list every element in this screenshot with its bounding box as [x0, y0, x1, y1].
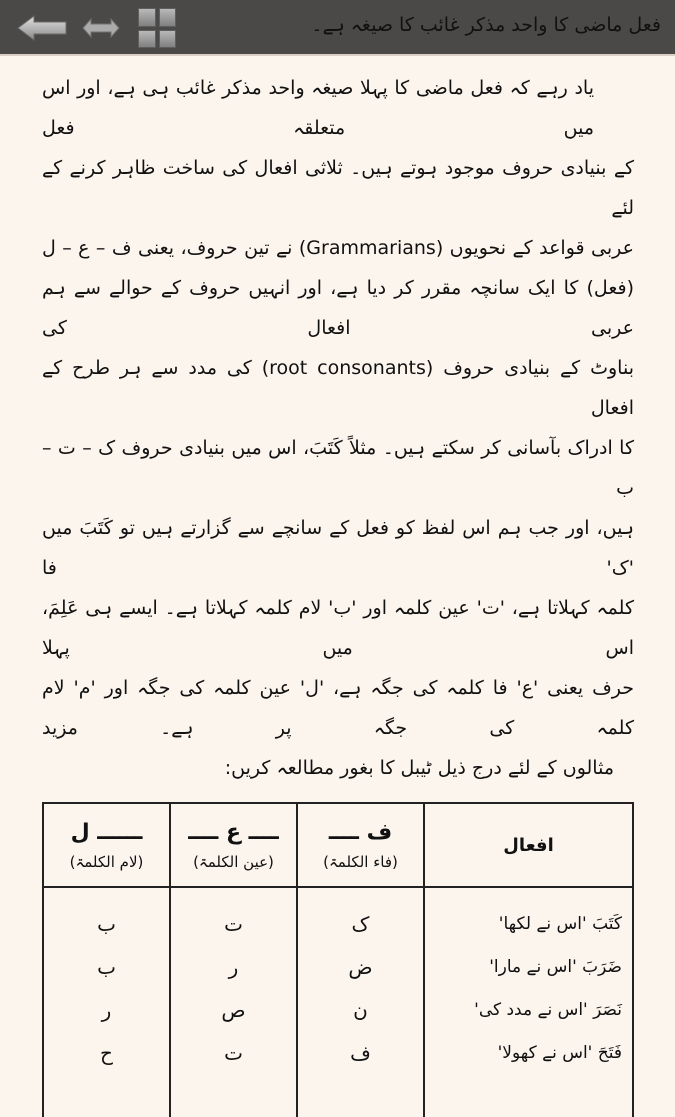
- table-header-row: [43, 803, 633, 887]
- text-line: عربی قواعد کے نحویوں (Grammarians) نے تین حروف، یعنی ف – ع – ل: [42, 237, 634, 259]
- verb-root-table: [42, 802, 634, 1117]
- fa-cell: ک: [297, 887, 424, 945]
- text-line: حرف یعنی 'ع' فا کلمہ کی جگہ ہے، 'ل' عین کلمہ کی جگہ اور 'م' لام کلمہ کی جگہ پر ہے۔ مزید: [42, 677, 634, 739]
- grid-menu-icon[interactable]: [138, 8, 176, 48]
- ain-cell: ت: [170, 887, 297, 945]
- lam-cell: ح: [43, 1031, 170, 1074]
- table-row: [43, 1031, 633, 1074]
- text-line: بناوٹ کے بنیادی حروف (root consonants) کی مدد سے ہر طرح کے افعال: [42, 357, 634, 419]
- lam-cell: ب: [43, 887, 170, 945]
- page-title: فعل ماضی کا واحد مذکر غائب کا صیغہ ہے۔: [311, 14, 661, 36]
- verb-cell: ضَرَبَ 'اس نے مارا': [424, 945, 633, 988]
- text-line: (فعل) کا ایک سانچہ مقرر کر دیا ہے، اور انہیں حروف کے حوالے سے ہم عربی افعال کی: [42, 277, 634, 339]
- fa-cell: ن: [297, 988, 424, 1031]
- header-afaal: افعال: [424, 803, 633, 887]
- text-line: کلمہ کہلاتا ہے، 'ت' عین کلمہ اور 'ب' لام کلمہ کہلاتا ہے۔ ایسے ہی عَلِمَ، اس میں پہلا: [42, 597, 634, 659]
- text-line: یاد رہے کہ فعل ماضی کا پہلا صیغہ واحد مذکر غائب ہی ہے، اور اس میں متعلقہ فعل: [42, 77, 594, 139]
- header-lam: ــــــ ل (لام الکلمۃ): [43, 803, 170, 887]
- table-row: [43, 887, 633, 945]
- back-arrow-icon[interactable]: [16, 14, 68, 42]
- header-fa: ف ــــ (فاء الکلمۃ): [297, 803, 424, 887]
- ain-cell: [170, 1074, 297, 1117]
- ain-cell: ص: [170, 988, 297, 1031]
- content: [42, 56, 634, 1117]
- table-row: [43, 988, 633, 1031]
- text-line: مثالوں کے لئے درج ذیل ٹیبل کا بغور مطالعہ کریں:: [224, 757, 614, 779]
- ain-cell: ر: [170, 945, 297, 988]
- text-line: کا ادراک بآسانی کر سکتے ہیں۔ مثلاً کَتَبَ، اس میں بنیادی حروف ک – ت – ب: [42, 437, 634, 499]
- body-paragraph: [42, 68, 634, 788]
- fa-cell: [297, 1074, 424, 1117]
- verb-cell: نَصَرَ 'اس نے مدد کی': [424, 988, 633, 1031]
- table-row: [43, 945, 633, 988]
- ain-cell: ت: [170, 1031, 297, 1074]
- text-line: ہیں، اور جب ہم اس لفظ کو فعل کے سانچے سے گزارتے ہیں تو کَتَبَ میں 'ک' فا: [42, 517, 634, 579]
- verb-cell: [424, 1074, 633, 1117]
- lam-cell: ب: [43, 945, 170, 988]
- table-row-clipped: [43, 1074, 633, 1117]
- top-bar: [0, 0, 675, 56]
- fa-cell: ض: [297, 945, 424, 988]
- verb-cell: کَتَبَ 'اس نے لکھا': [424, 887, 633, 945]
- lam-cell: [43, 1074, 170, 1117]
- lam-cell: ر: [43, 988, 170, 1031]
- fa-cell: ف: [297, 1031, 424, 1074]
- double-arrow-icon[interactable]: [82, 16, 120, 40]
- text-line: کے بنیادی حروف موجود ہوتے ہیں۔ ثلاثی افعال کی ساخت ظاہر کرنے کے لئے: [42, 157, 634, 219]
- verb-cell: فَتَحَ 'اس نے کھولا': [424, 1031, 633, 1074]
- header-ain: ــــ ع ــــ (عین الکلمۃ): [170, 803, 297, 887]
